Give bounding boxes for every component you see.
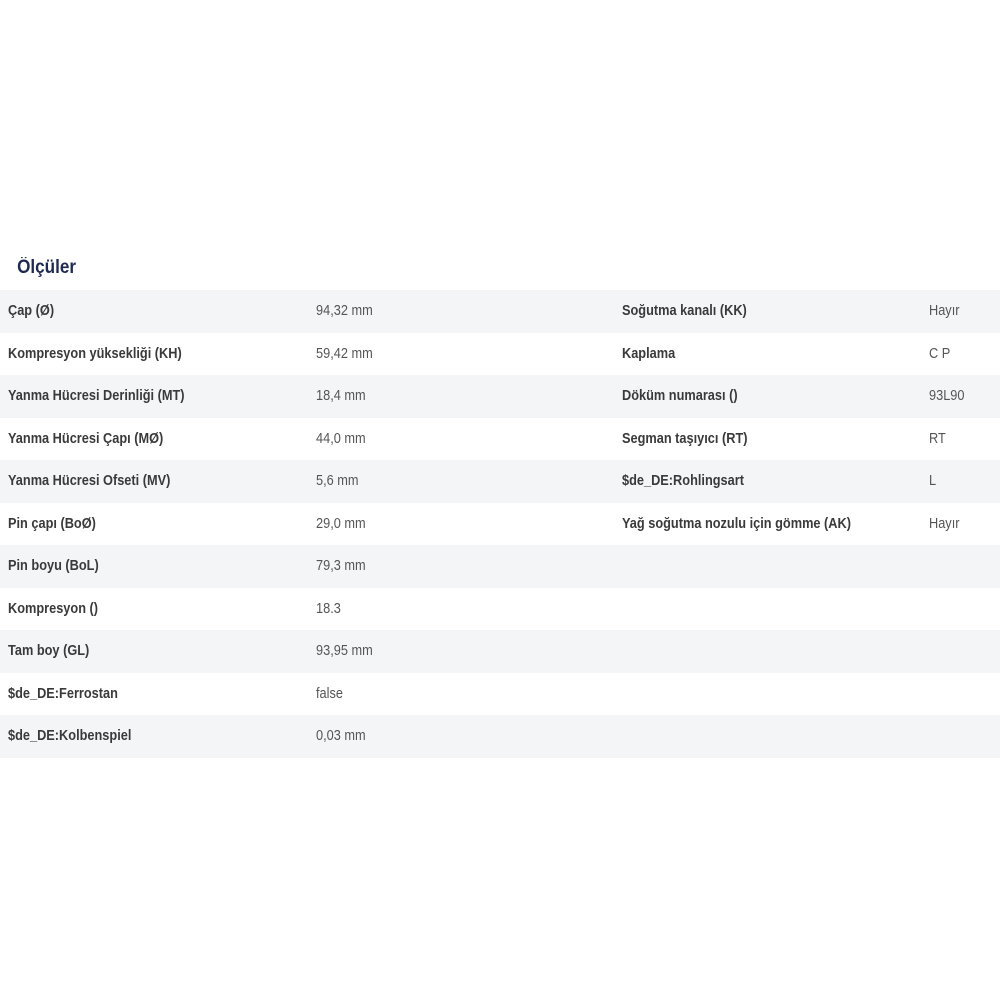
spec-value: 5,6 mm (316, 473, 359, 490)
spec-value: C P (929, 345, 951, 362)
spec-label: Segman taşıyıcı (RT) (622, 430, 748, 447)
spec-label (614, 643, 922, 659)
spec-value: 18,4 mm (316, 388, 366, 405)
table-row (0, 375, 1000, 418)
spec-label: Kompresyon () (8, 600, 99, 617)
spec-value: 18.3 (316, 600, 341, 617)
spec-label (614, 728, 922, 744)
spec-label: Tam boy (GL) (8, 643, 90, 660)
spec-label: Yanma Hücresi Ofseti (MV) (8, 473, 171, 490)
spec-label (614, 558, 922, 574)
spec-value: 59,42 mm (316, 345, 373, 362)
section-title: Ölçüler (17, 257, 77, 278)
spec-label: Pin çapı (BoØ) (8, 515, 96, 532)
table-row (0, 333, 1000, 376)
spec-label: Kompresyon yüksekliği (KH) (8, 345, 182, 362)
table-row (0, 715, 1000, 758)
spec-label: Yanma Hücresi Derinliği (MT) (8, 388, 185, 405)
spec-label: Kaplama (622, 345, 676, 362)
table-row (0, 290, 1000, 333)
spec-label: Yanma Hücresi Çapı (MØ) (8, 430, 164, 447)
spec-value: 93L90 (929, 388, 965, 405)
spec-label: Çap (Ø) (8, 303, 55, 320)
table-row (0, 673, 1000, 716)
table-row (0, 418, 1000, 461)
spec-value: RT (929, 430, 946, 447)
spec-value: 0,03 mm (316, 728, 366, 745)
spec-value: 29,0 mm (316, 515, 366, 532)
spec-label (614, 601, 922, 617)
spec-value: L (929, 473, 937, 490)
spec-value (922, 728, 1000, 744)
spec-label: Pin boyu (BoL) (8, 558, 99, 575)
table-row (0, 503, 1000, 546)
spec-label: $de_DE:Ferrostan (8, 685, 118, 702)
spec-label: Döküm numarası () (622, 388, 738, 405)
spec-value: 44,0 mm (316, 430, 366, 447)
spec-value: 94,32 mm (316, 303, 373, 320)
spec-value (922, 686, 1000, 702)
spec-value: Hayır (929, 515, 960, 532)
spec-label (614, 686, 922, 702)
table-row (0, 588, 1000, 631)
dimensions-section (0, 246, 1000, 758)
spec-label: $de_DE:Rohlingsart (622, 473, 744, 490)
table-row (0, 630, 1000, 673)
spec-value (922, 601, 1000, 617)
table-row (0, 545, 1000, 588)
specs-table (0, 290, 1000, 758)
spec-value (922, 643, 1000, 659)
spec-value: 93,95 mm (316, 643, 373, 660)
spec-value: Hayır (929, 303, 960, 320)
spec-label: Soğutma kanalı (KK) (622, 303, 747, 320)
spec-label: Yağ soğutma nozulu için gömme (AK) (622, 515, 851, 532)
table-row (0, 460, 1000, 503)
spec-value: 79,3 mm (316, 558, 366, 575)
spec-value: false (316, 685, 343, 702)
spec-label: $de_DE:Kolbenspiel (8, 728, 132, 745)
spec-value (922, 558, 1000, 574)
